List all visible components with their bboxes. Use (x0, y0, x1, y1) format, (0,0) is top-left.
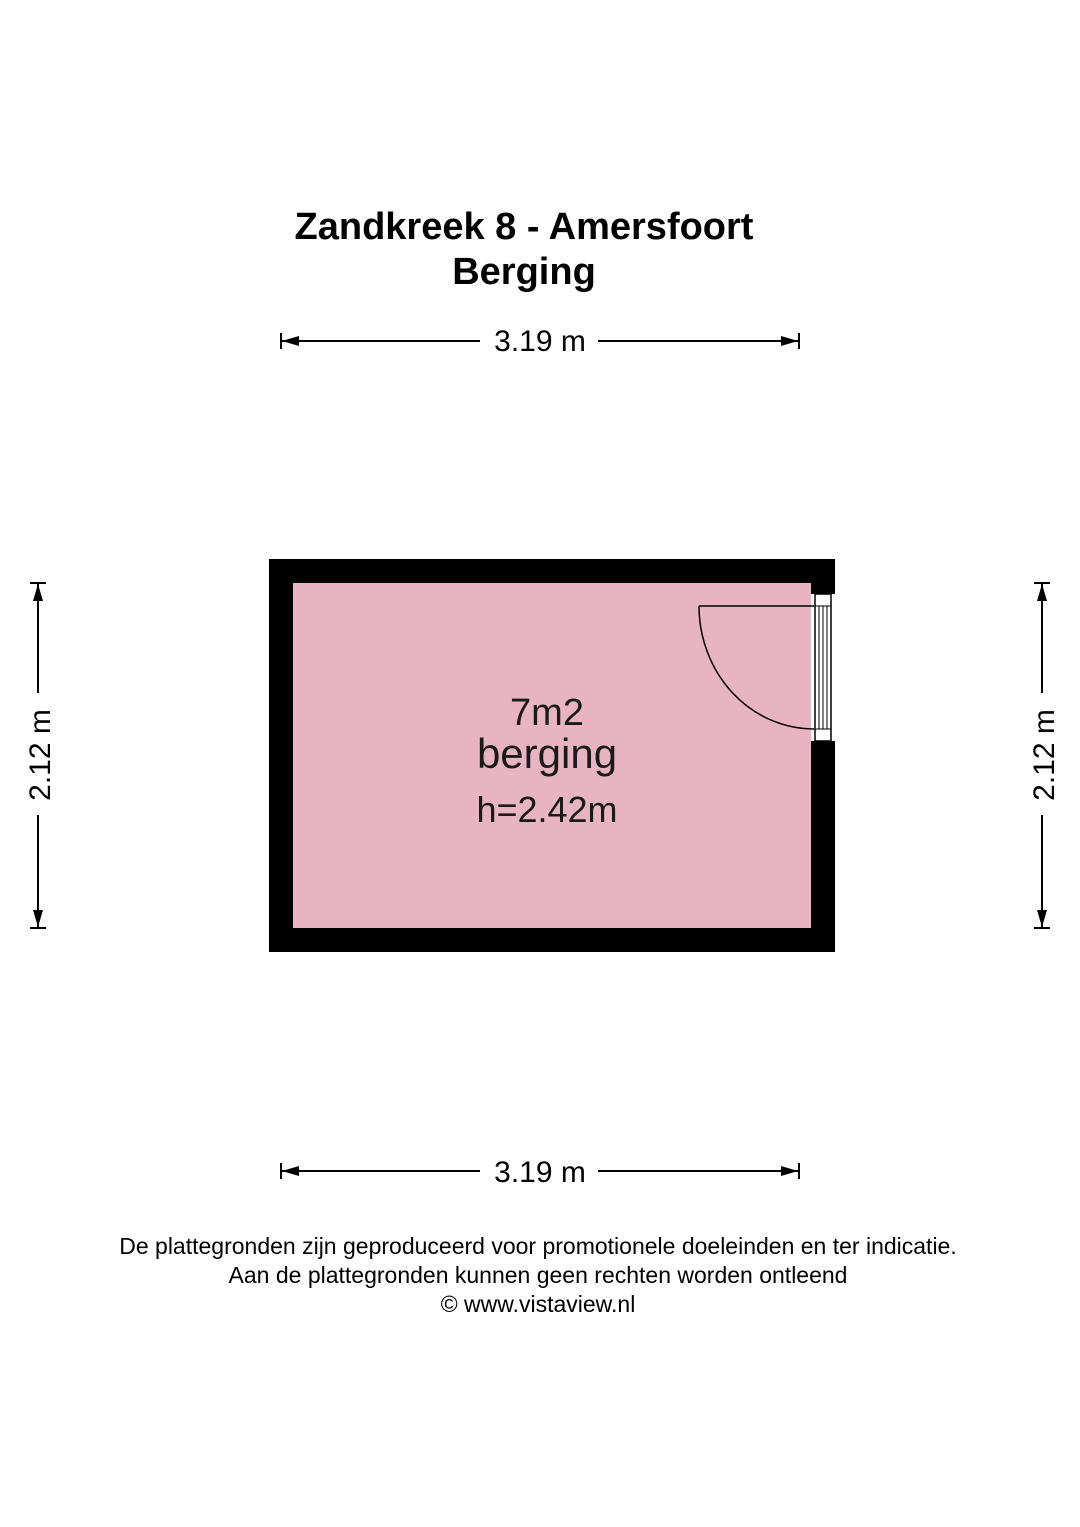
room-height: h=2.42m (476, 789, 618, 830)
room-berging (269, 559, 835, 952)
dimension-right-label: 2.12 m (1028, 709, 1061, 801)
dimension-top (281, 325, 799, 358)
copyright: © www.vistaview.nl (440, 1291, 636, 1317)
disclaimer-line-2: Aan de plattegronden kunnen geen rechten worden ontleend (228, 1262, 848, 1288)
plan-title: Zandkreek 8 - Amersfoort (294, 206, 754, 248)
dimension-bottom (281, 1156, 799, 1189)
room-name: berging (476, 730, 618, 777)
disclaimer (0, 1232, 1076, 1319)
dimension-bottom-label: 3.19 m (494, 1156, 586, 1189)
disclaimer-line-1: De plattegronden zijn geproduceerd voor promotionele doeleinden en ter indicatie. (119, 1233, 957, 1259)
room-area: 7m2 (510, 692, 584, 734)
dimension-left-label: 2.12 m (24, 709, 57, 801)
dimension-right (1028, 583, 1061, 928)
floor-name: Berging (452, 251, 596, 293)
dimension-top-label: 3.19 m (494, 325, 586, 358)
dimension-left (24, 583, 57, 928)
